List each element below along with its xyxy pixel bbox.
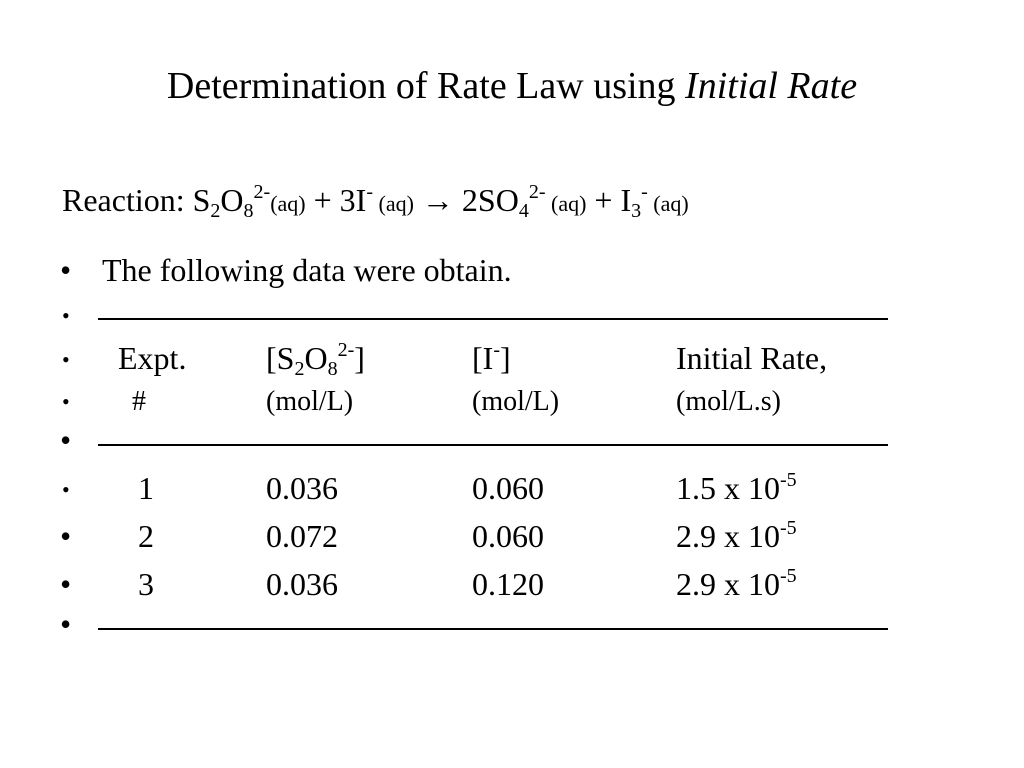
list-item-rule-bottom: [0, 602, 1024, 646]
bullet: •: [60, 606, 72, 642]
cell-iodide: 0.120: [472, 566, 544, 602]
cell-s2o8: 0.036: [266, 566, 338, 602]
header-s2o8: [266, 336, 365, 380]
bullet: •: [62, 303, 70, 328]
unit-iodide: (mol/L): [472, 386, 560, 417]
cell-expt: 3: [138, 566, 154, 602]
bullet: •: [60, 518, 72, 554]
header-s2o8-sub2: 8: [327, 358, 338, 380]
table-row: [0, 562, 1024, 606]
cell-rate-mantissa: 1.5 x 10: [676, 470, 780, 506]
table-row: [0, 466, 1024, 510]
reaction-equation: [62, 178, 689, 226]
cell-expt: 1: [138, 470, 154, 506]
bullet: •: [60, 566, 72, 602]
header-s2o8-sub1: 2: [294, 358, 305, 380]
reactant-1-oxygen: O: [220, 182, 244, 218]
plus-sign: +: [305, 182, 340, 218]
product-2-state: (aq): [647, 191, 689, 216]
intro-text: The following data were obtain.: [102, 252, 512, 288]
reactant-2-state: (aq): [373, 191, 414, 216]
cell-rate: [676, 514, 797, 558]
product-2-symbol: I: [620, 182, 632, 218]
product-2-charge: -: [641, 181, 648, 203]
header-i-open: [I: [472, 340, 494, 376]
cell-rate-exponent: -5: [780, 517, 797, 539]
unit-rate: (mol/L.s): [676, 386, 781, 417]
table-rule-bottom: [98, 628, 888, 630]
cell-rate: [676, 466, 797, 510]
header-rate: Initial Rate,: [676, 340, 828, 376]
product-1-state: (aq): [545, 191, 587, 216]
cell-rate-exponent: -5: [780, 565, 797, 587]
reactant-1-charge: 2-: [253, 181, 271, 203]
reaction-label: Reaction:: [62, 182, 193, 218]
header-s2o8-o: O: [304, 340, 328, 376]
header-iodide: [472, 336, 511, 380]
header-expt: Expt.: [118, 340, 187, 376]
slide-title: [0, 62, 1024, 110]
header-s2o8-charge: 2-: [337, 339, 355, 361]
list-item-intro: [0, 248, 1024, 292]
table-rule-mid: [98, 444, 888, 446]
header-i-close: ]: [499, 340, 511, 376]
cell-s2o8: 0.072: [266, 518, 338, 554]
title-text: Determination of Rate Law using: [166, 65, 686, 107]
bullet: •: [60, 252, 72, 288]
bullet: •: [62, 477, 70, 502]
product-1-symbol: 2SO: [461, 182, 519, 218]
cell-expt: 2: [138, 518, 154, 554]
plus-sign-2: +: [586, 182, 621, 218]
header-expt-sub: #: [132, 386, 146, 417]
header-i-charge: -: [493, 339, 500, 361]
reactant-1-subscript-2: 8: [243, 200, 254, 222]
cell-iodide: 0.060: [472, 518, 544, 554]
bullet: •: [62, 389, 70, 414]
cell-iodide: 0.060: [472, 470, 544, 506]
reactant-2-symbol: 3I: [339, 182, 367, 218]
product-1-subscript: 4: [518, 200, 529, 222]
table-rule-top: [98, 318, 888, 320]
reactant-2-charge: -: [366, 181, 373, 203]
bullet: •: [62, 347, 70, 372]
cell-rate: [676, 562, 797, 606]
bullet: •: [60, 422, 72, 458]
reactant-1-subscript: 2: [210, 200, 221, 222]
list-item-rule-top: [0, 292, 1024, 336]
product-2-subscript: 3: [631, 200, 642, 222]
header-s2o8-close: ]: [354, 340, 365, 376]
product-1-charge: 2-: [528, 181, 546, 203]
table-row: [0, 514, 1024, 558]
cell-s2o8: 0.036: [266, 470, 338, 506]
header-s2o8-open: [S: [266, 340, 295, 376]
list-item-rule-mid: [0, 418, 1024, 462]
cell-rate-exponent: -5: [780, 469, 797, 491]
cell-rate-mantissa: 2.9 x 10: [676, 518, 780, 554]
reaction-arrow: →: [413, 182, 462, 218]
reactant-1-state: (aq): [270, 191, 306, 216]
table-header-row: [0, 336, 1024, 380]
reactant-1-symbol: S: [192, 182, 211, 218]
unit-s2o8: (mol/L): [266, 386, 354, 417]
title-italic-text: Initial Rate: [685, 65, 858, 107]
cell-rate-mantissa: 2.9 x 10: [676, 566, 780, 602]
